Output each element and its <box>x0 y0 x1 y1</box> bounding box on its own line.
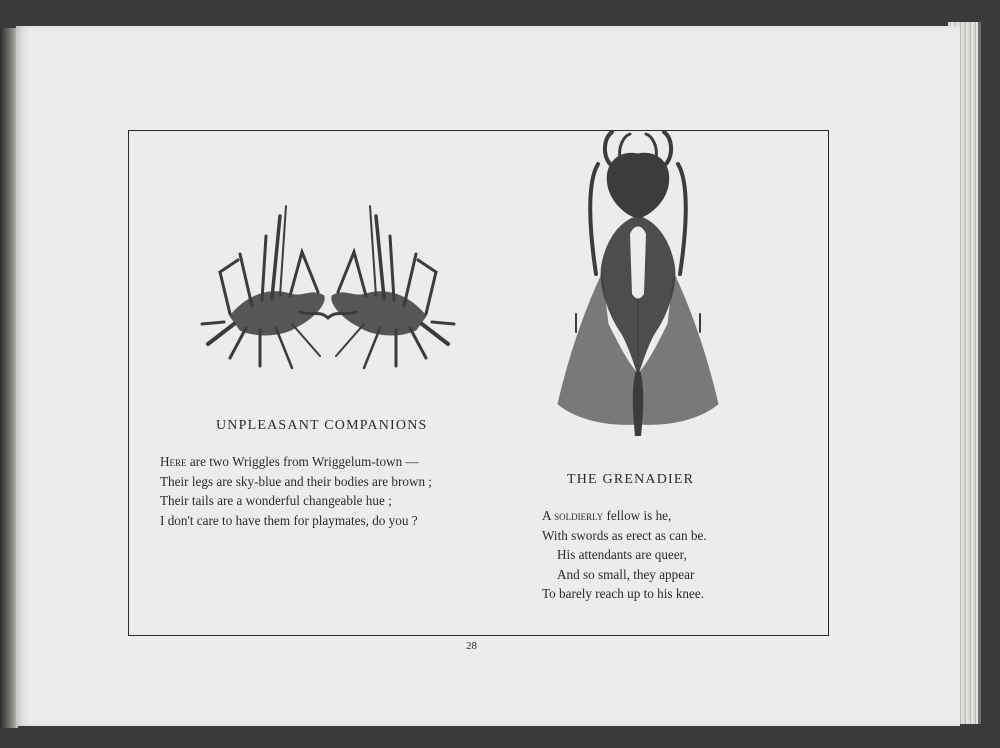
verse-line <box>542 565 707 585</box>
poem-verse-unpleasant-companions <box>160 452 432 530</box>
poem-title-unpleasant-companions: UNPLEASANT COMPANIONS <box>216 418 428 433</box>
verse-line-text: His attendants are queer, <box>557 547 687 562</box>
inkblot-grenadier-illustration <box>538 124 738 436</box>
verse-line-text: With swords as erect as can be. <box>542 527 707 543</box>
book-page <box>16 26 960 726</box>
verse-line-text: Their legs are sky-blue and their bodies are brown ; <box>160 473 433 489</box>
verse-line-lead: A soldierly <box>542 508 604 523</box>
verse-line <box>542 545 707 565</box>
verse-line-text: fellow is he, <box>603 508 672 523</box>
verse-line <box>160 491 432 511</box>
verse-line-text: are two Wriggles from Wriggelum-town — <box>186 454 419 469</box>
verse-line-text: And so small, they appear <box>557 566 695 582</box>
verse-line <box>160 452 432 472</box>
verse-line-text: I don't care to have them for playmates, do you ? <box>160 512 418 528</box>
verse-line <box>542 584 707 604</box>
inkblot-wriggles-illustration <box>200 196 456 381</box>
verse-line <box>160 472 432 492</box>
verse-line <box>542 526 707 546</box>
verse-line <box>160 511 432 531</box>
verse-line <box>542 506 707 526</box>
poem-verse-the-grenadier <box>542 506 707 604</box>
poem-title-the-grenadier: THE GRENADIER <box>567 472 695 487</box>
page-number: 28 <box>466 640 477 652</box>
verse-line-text: Their tails are a wonderful changeable hue ; <box>160 493 392 508</box>
verse-line-text: To barely reach up to his knee. <box>542 586 705 601</box>
verse-line-lead: Here <box>160 454 187 469</box>
